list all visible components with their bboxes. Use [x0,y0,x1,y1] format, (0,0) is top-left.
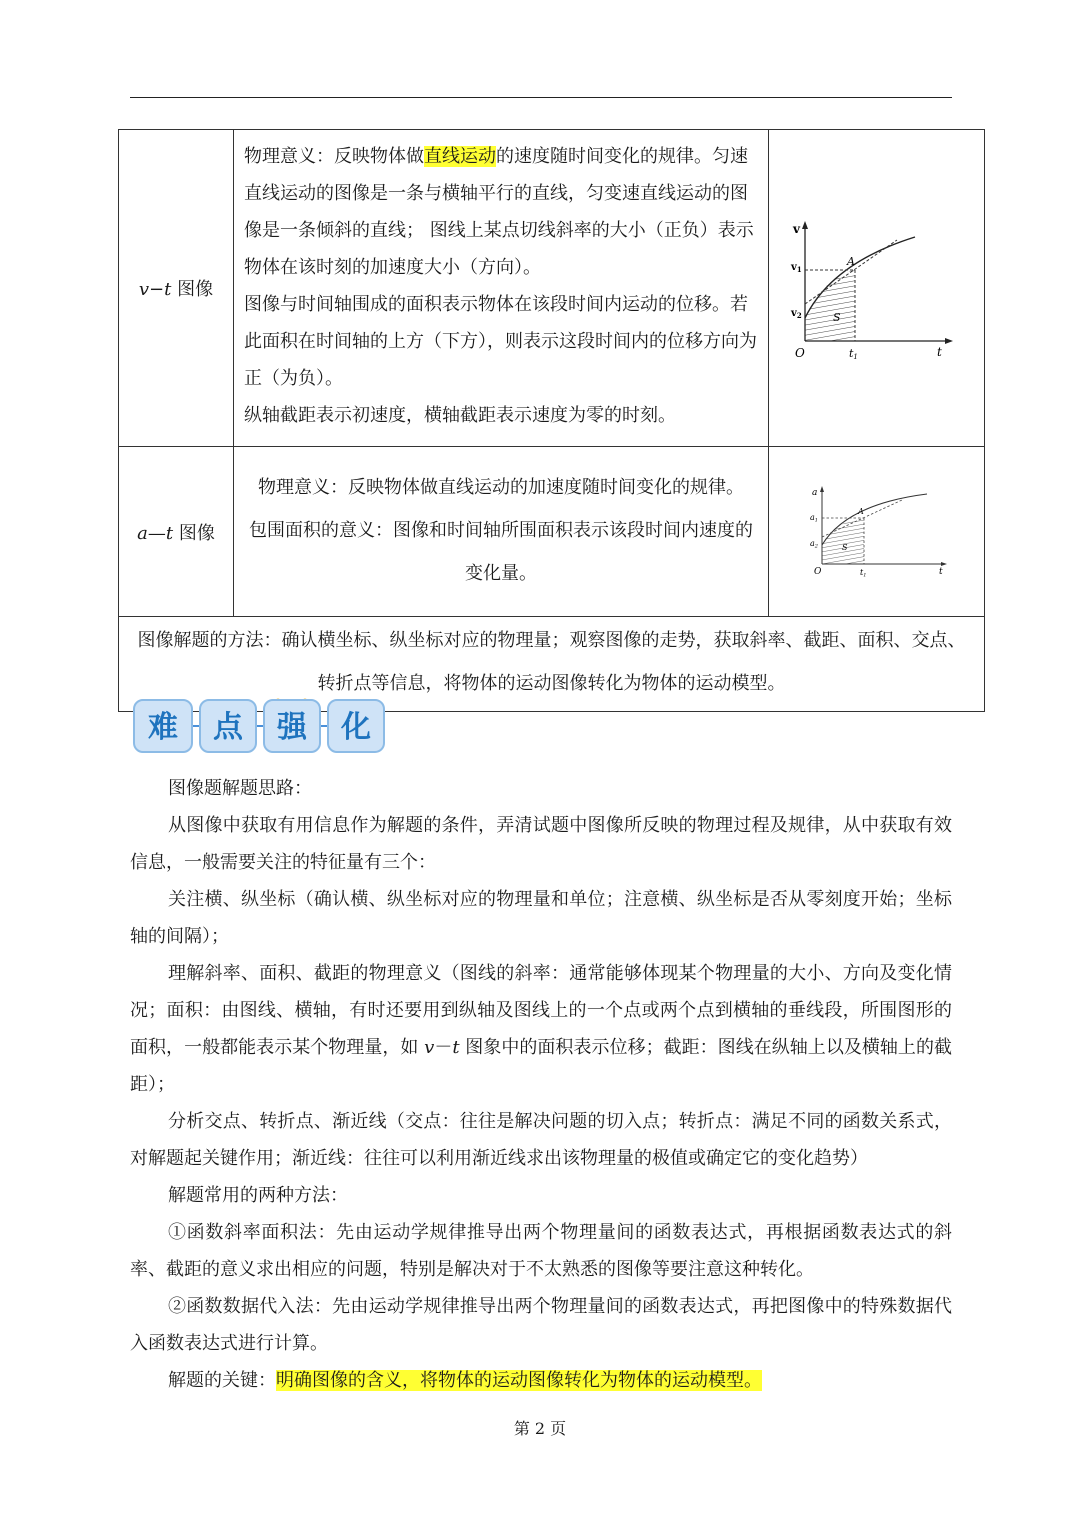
at-figure [769,447,985,617]
vt-x-arrow [945,338,953,344]
vt-y-arrow [802,221,808,229]
vt-label-o: O [794,346,805,360]
at-label-s: S [841,542,847,552]
banner-char-3: 强 [277,710,307,745]
at-label-a: a [811,487,817,498]
at-desc-p1: 物理意义：反映物体做直线运动的加速度随时间变化的规律。 [258,477,744,498]
at-label-a2: a2 [809,538,818,549]
at-label-o: O [813,566,821,577]
at-desc-p2: 包围面积的意义：图像和时间轴所围面积表示该段时间内速度的变化量。 [249,520,753,584]
main-content [130,770,952,1399]
vt-label: v−t 图像 [119,130,234,447]
at-label-t: t [938,566,943,577]
banner-char-2: 点 [213,710,243,745]
page-number: 2 [534,1419,546,1438]
vt-label-v1: $v_1$ [790,262,802,274]
vt-desc-p2: 图像与时间轴围成的面积表示物体在该段时间内运动的位移。若此面积在时间轴的上方（下方），则表示这段时间内的位移方向为正（为负）。 [244,294,757,389]
vt-desc-p1: 物理意义：反映物体做直线运动的速度随时间变化的规律。匀速直线运动的图像是一条与横轴平行的直线，匀变速直线运动的图像是一条倾斜的直线； 图线上某点切线斜率的大小（正负）表示物体在该时刻的加速度大小（方向）。 [244,146,754,278]
at-label: a—t 图像 [119,447,234,617]
at-y-arrow [820,486,824,492]
vt-label-s: S [832,311,841,324]
content-p8: ②函数数据代入法：先由运动学规律推导出两个物理量间的函数表达式，再把图像中的特殊数据代入函数表达式进行计算。 [130,1296,952,1354]
banner-char-1: 难 [148,710,178,745]
vt-label-a: A [846,255,855,268]
header-rule [130,97,952,98]
content-p9: 解题的关键：明确图像的含义，将物体的运动图像转化为物体的运动模型。 [168,1370,762,1391]
at-label-t1: t1 [859,567,866,578]
section-banner [132,697,388,755]
content-p3: 关注横、纵坐标（确认横、纵坐标对应的物理量和单位；注意横、纵坐标是否从零刻度开始；坐标轴的间隔）； [130,889,952,947]
vt-label-v: v [792,222,800,236]
content-p6: 解题常用的两种方法： [168,1185,348,1206]
at-graph [802,482,952,582]
vt-label-t: t [936,345,942,359]
at-label-a1: a1 [809,512,818,523]
content-p4: 理解斜率、面积、截距的物理意义（图线的斜率：通常能够体现某个物理量的大小、方向及变化情况；面积：由图线、横轴，有时还要用到纵轴及图线上的一个点或两个点到横轴的垂线段，所围图形的面积，一般都能表示某个物理量，如 v－t 图象中的面积表示位移；截距：图线在纵轴上以及横轴上的截距）； [130,963,952,1095]
highlight-key-point: 明确图像的含义，将物体的运动图像转化为物体的运动模型。 [276,1370,762,1391]
vt-graph [777,213,977,363]
vt-desc-p3: 纵轴截距表示初速度，横轴截距表示速度为零的时刻。 [244,405,676,426]
content-p1: 图像题解题思路： [168,778,312,799]
highlight-linear-motion: 直线运动 [424,146,496,167]
vt-description [234,130,769,447]
content-p5: 分析交点、转折点、渐近线（交点：往往是解决问题的切入点；转折点：满足不同的函数关系式，对解题起关键作用；渐近线：往往可以利用渐近线求出该物理量的极值或确定它的变化趋势） [130,1111,952,1169]
content-p2: 从图像中获取有用信息作为解题的条件，弄清试题中图像所反映的物理过程及规律，从中获取有效信息，一般需要关注的特征量有三个： [130,815,952,873]
at-row [119,447,985,617]
vt-label-v2: $v_2$ [790,308,802,320]
at-x-arrow [941,562,947,566]
method-text: 图像解题的方法：确认横坐标、纵坐标对应的物理量；观察图像的走势，获取斜率、截距、面积、交点、转折点等信息，将物体的运动图像转化为物体的运动模型。 [119,617,985,712]
banner-char-4: 化 [341,710,371,745]
graph-table [118,129,985,712]
vt-label-t1: t1 [848,347,858,361]
at-label-point: A [857,506,864,516]
content-p7: ①函数斜率面积法：先由运动学规律推导出两个物理量间的函数表达式，再根据函数表达式的斜率、截距的意义求出相应的问题，特别是解决对于不太熟悉的图像等要注意这种转化。 [130,1222,952,1280]
vt-figure [769,130,985,447]
at-area-s [822,518,864,564]
vt-row [119,130,985,447]
page-footer: 第 2 页 [513,1419,567,1438]
at-description [234,447,769,617]
